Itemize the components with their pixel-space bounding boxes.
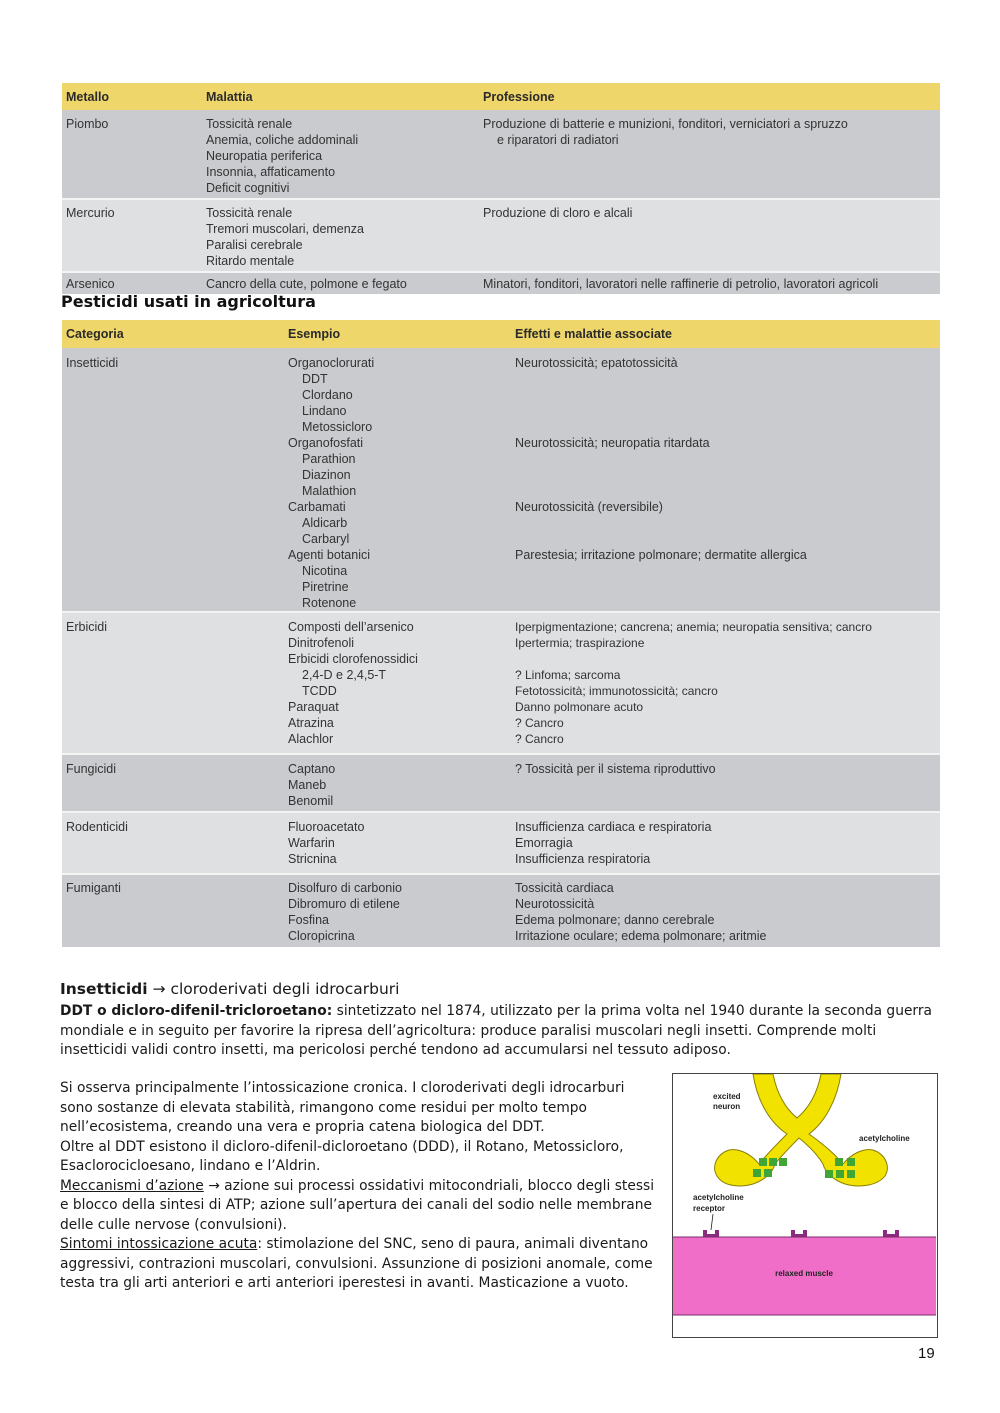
label-receptor-2: receptor bbox=[693, 1204, 726, 1213]
header-malattia: Malattia bbox=[206, 89, 253, 104]
profession-item: Produzione di batterie e munizioni, fonditori, verniciatori a spruzzo bbox=[483, 117, 848, 131]
example-list bbox=[284, 878, 511, 946]
example-item: Piretrine bbox=[302, 580, 349, 594]
effect-item: Danno polmonare acuto bbox=[515, 700, 644, 714]
vesicle-icon bbox=[847, 1170, 855, 1178]
table-row bbox=[62, 348, 940, 611]
section-title-bold: Insetticidi bbox=[60, 980, 148, 998]
example-item: Disolfuro di carbonio bbox=[288, 881, 402, 895]
category-name: Fungicidi bbox=[66, 762, 117, 776]
effect-item: ? Tossicità per il sistema riproduttivo bbox=[515, 762, 716, 776]
mechanism-text: → azione sui processi ossidativi mitocondriali, blocco degli stessi e blocco della sintesi di ATP; azione sull’apertura dei canali del sodio nelle membrane delle culle nervose (convulsioni). bbox=[60, 1177, 655, 1233]
effect-list bbox=[511, 759, 940, 779]
vesicle-icon bbox=[835, 1158, 843, 1166]
category-name: Rodenticidi bbox=[66, 820, 128, 834]
receptor-icon bbox=[791, 1230, 807, 1237]
disease-item: Tossicità renale bbox=[206, 206, 293, 220]
header-effetti: Effetti e malattie associate bbox=[515, 327, 673, 341]
example-list bbox=[284, 759, 511, 811]
disease-item: Anemia, coliche addominali bbox=[206, 133, 359, 147]
example-item: Metossicloro bbox=[302, 420, 373, 434]
example-item: Diazinon bbox=[302, 468, 351, 482]
label-receptor-1: acetylcholine bbox=[693, 1193, 744, 1202]
effect-item: Emorragia bbox=[515, 836, 573, 850]
profession-item: Minatori, fonditori, lavoratori nelle raffinerie di petrolio, lavoratori agricoli bbox=[483, 277, 879, 291]
disease-item: Neuropatia periferica bbox=[206, 149, 323, 163]
pesticides-table bbox=[62, 320, 940, 943]
effect-item: ? Linfoma; sarcoma bbox=[515, 668, 621, 682]
table-row bbox=[62, 611, 940, 753]
mechanism-paragraph bbox=[60, 1177, 660, 1236]
example-item: Benomil bbox=[288, 794, 334, 808]
pesticides-table-header bbox=[62, 320, 940, 348]
effect-item: Tossicità cardiaca bbox=[515, 881, 614, 895]
header-metallo: Metallo bbox=[66, 89, 110, 104]
vesicle-icon bbox=[769, 1158, 777, 1166]
effect-list bbox=[511, 817, 940, 869]
example-item: Fosfina bbox=[288, 913, 329, 927]
effect-item: Insufficienza respiratoria bbox=[515, 852, 651, 866]
page-number: 19 bbox=[918, 1345, 935, 1362]
neuron-shape bbox=[715, 1074, 888, 1186]
vesicle-icon bbox=[847, 1158, 855, 1166]
label-neuron-2: neuron bbox=[713, 1102, 741, 1111]
example-item: Erbicidi clorofenossidici bbox=[288, 652, 418, 666]
chronic-paragraph-block bbox=[60, 1079, 660, 1294]
metal-name: Arsenico bbox=[66, 277, 115, 291]
mechanism-label: Meccanismi d’azione bbox=[60, 1177, 204, 1194]
pesticides-title: Pesticidi usati in agricoltura bbox=[61, 292, 316, 311]
effect-item: ? Cancro bbox=[515, 732, 564, 746]
label-neuron-1: excited bbox=[713, 1092, 741, 1101]
example-item: Atrazina bbox=[288, 716, 334, 730]
example-item: Maneb bbox=[288, 778, 327, 792]
effect-item: Parestesia; irritazione polmonare; dermatite allergica bbox=[515, 548, 807, 562]
example-item: Fluoroacetato bbox=[288, 820, 365, 834]
effect-item: Neurotossicità; neuropatia ritardata bbox=[515, 436, 710, 450]
effect-item: Fetotossicità; immunotossicità; cancro bbox=[515, 684, 718, 698]
effect-item: Neurotossicità; epatotossicità bbox=[515, 356, 678, 370]
example-item: Stricnina bbox=[288, 852, 337, 866]
profession-item: e riparatori di radiatori bbox=[497, 133, 619, 147]
vesicle-icon bbox=[836, 1170, 844, 1178]
effect-item: Insufficienza cardiaca e respiratoria bbox=[515, 820, 712, 834]
disease-item: Cancro della cute, polmone e fegato bbox=[206, 277, 407, 291]
chronic-text: Si osserva principalmente l’intossicazione cronica. I cloroderivati degli idrocarburi sono sostanze di elevata stabilità, rimangono come residui per molto tempo nell’ecosistema, creando una vera e propria catena biologica del DDT. bbox=[60, 1080, 625, 1135]
table-row bbox=[62, 110, 940, 198]
disease-list bbox=[202, 114, 479, 198]
example-item: Agenti botanici bbox=[288, 548, 371, 562]
category-name: Erbicidi bbox=[66, 620, 107, 634]
example-item: Carbaryl bbox=[302, 532, 350, 546]
table-row bbox=[62, 198, 940, 271]
table-row bbox=[62, 271, 940, 294]
others-text: Oltre al DDT esistono il dicloro-difenil-dicloroetano (DDD), il Rotano, Metossicloro, Esaclorocicloesano, lindano e l’Aldrin. bbox=[60, 1138, 624, 1174]
effect-item: Iperpigmentazione; cancrena; anemia; neuropatia sensitiva; cancro bbox=[515, 620, 872, 634]
disease-item: Deficit cognitivi bbox=[206, 181, 290, 195]
example-item: Organoclorurati bbox=[288, 356, 375, 370]
table-row bbox=[62, 753, 940, 811]
vesicle-icon bbox=[779, 1158, 787, 1166]
effect-item: Edema polmonare; danno cerebrale bbox=[515, 913, 715, 927]
example-item: Nicotina bbox=[302, 564, 348, 578]
category-name: Insetticidi bbox=[66, 356, 119, 370]
example-item: Parathion bbox=[302, 452, 356, 466]
example-item: Malathion bbox=[302, 484, 357, 498]
example-item: DDT bbox=[302, 372, 328, 386]
example-item: Carbamati bbox=[288, 500, 346, 514]
example-item: Cloropicrina bbox=[288, 929, 355, 943]
metals-table bbox=[62, 83, 940, 291]
disease-item: Ritardo mentale bbox=[206, 254, 295, 268]
disease-item: Tremori muscolari, demenza bbox=[206, 222, 364, 236]
arrow-icon: → bbox=[152, 980, 166, 998]
example-item: Clordano bbox=[302, 388, 353, 402]
profession-item: Produzione di cloro e alcali bbox=[483, 206, 633, 220]
metals-table-header bbox=[62, 83, 940, 110]
effect-item: Irritazione oculare; edema polmonare; aritmie bbox=[515, 929, 767, 943]
example-item: Alachlor bbox=[288, 732, 334, 746]
example-item: Warfarin bbox=[288, 836, 335, 850]
symptoms-paragraph bbox=[60, 1235, 660, 1294]
example-list bbox=[284, 617, 511, 749]
header-professione: Professione bbox=[483, 89, 555, 104]
effect-list bbox=[511, 353, 940, 565]
label-ach: acetylcholine bbox=[859, 1134, 910, 1143]
example-list bbox=[284, 353, 511, 613]
header-esempio: Esempio bbox=[288, 327, 341, 341]
vesicle-icon bbox=[764, 1169, 772, 1177]
neuromuscular-diagram bbox=[672, 1073, 938, 1338]
example-item: 2,4-D e 2,4,5-T bbox=[302, 668, 387, 682]
category-name: Fumiganti bbox=[66, 881, 121, 895]
symptoms-text: : stimolazione del SNC, seno di paura, animali diventano aggressivi, contrazioni muscolari, convulsioni. Assunzione di posizioni anomale, come testa tra gli arti anteriori e arti anteriori iperestesi in avanti. Masticazione a vuoto. bbox=[60, 1236, 653, 1291]
example-item: Aldicarb bbox=[302, 516, 348, 530]
vesicle-icon bbox=[753, 1169, 761, 1177]
example-item: Organofosfati bbox=[288, 436, 364, 450]
disease-list bbox=[202, 203, 479, 271]
effect-list bbox=[511, 878, 940, 946]
section-title-rest: cloroderivati degli idrocarburi bbox=[170, 980, 400, 998]
vesicle-icon bbox=[825, 1170, 833, 1178]
diagram-svg bbox=[673, 1074, 936, 1336]
effect-item: ? Cancro bbox=[515, 716, 564, 730]
header-categoria: Categoria bbox=[66, 327, 124, 341]
example-item: Dinitrofenoli bbox=[288, 636, 355, 650]
ddt-text: sintetizzato nel 1874, utilizzato per la prima volta nel 1940 durante la seconda guerra mondiale e in seguito per favorire la ripresa dell’agricoltura: produce paralisi muscolari negli insetti. Comprende molti insetticidi validi contro insetti, ma pericolosi perché tendono ad accumularsi nel tessuto adiposo. bbox=[60, 1003, 932, 1058]
example-item: Composti dell’arsenico bbox=[288, 620, 414, 634]
table-row bbox=[62, 811, 940, 873]
effect-item: Ipertermia; traspirazione bbox=[515, 636, 645, 650]
table-row bbox=[62, 873, 940, 947]
ddt-label: DDT o dicloro-difenil-tricloroetano: bbox=[60, 1003, 333, 1019]
section-title bbox=[60, 980, 399, 1000]
example-item: Dibromuro di etilene bbox=[288, 897, 400, 911]
profession-list bbox=[479, 114, 940, 150]
effect-item: Neurotossicità bbox=[515, 897, 595, 911]
effect-list bbox=[511, 617, 940, 749]
example-item: Paraquat bbox=[288, 700, 339, 714]
metal-name: Piombo bbox=[66, 117, 109, 131]
label-muscle: relaxed muscle bbox=[775, 1269, 833, 1278]
profession-list bbox=[479, 203, 940, 223]
receptor-icon bbox=[883, 1230, 899, 1237]
receptor-icon bbox=[703, 1230, 719, 1237]
disease-item: Paralisi cerebrale bbox=[206, 238, 303, 252]
ddt-paragraph bbox=[60, 1002, 940, 1061]
example-item: TCDD bbox=[302, 684, 337, 698]
example-item: Rotenone bbox=[302, 596, 357, 610]
effect-item: Neurotossicità (reversibile) bbox=[515, 500, 663, 514]
metal-name: Mercurio bbox=[66, 206, 115, 220]
example-list bbox=[284, 817, 511, 869]
example-item: Captano bbox=[288, 762, 336, 776]
disease-item: Insonnia, affaticamento bbox=[206, 165, 336, 179]
example-item: Lindano bbox=[302, 404, 347, 418]
disease-item: Tossicità renale bbox=[206, 117, 293, 131]
symptoms-label: Sintomi intossicazione acuta bbox=[60, 1236, 258, 1252]
vesicle-icon bbox=[759, 1158, 767, 1166]
